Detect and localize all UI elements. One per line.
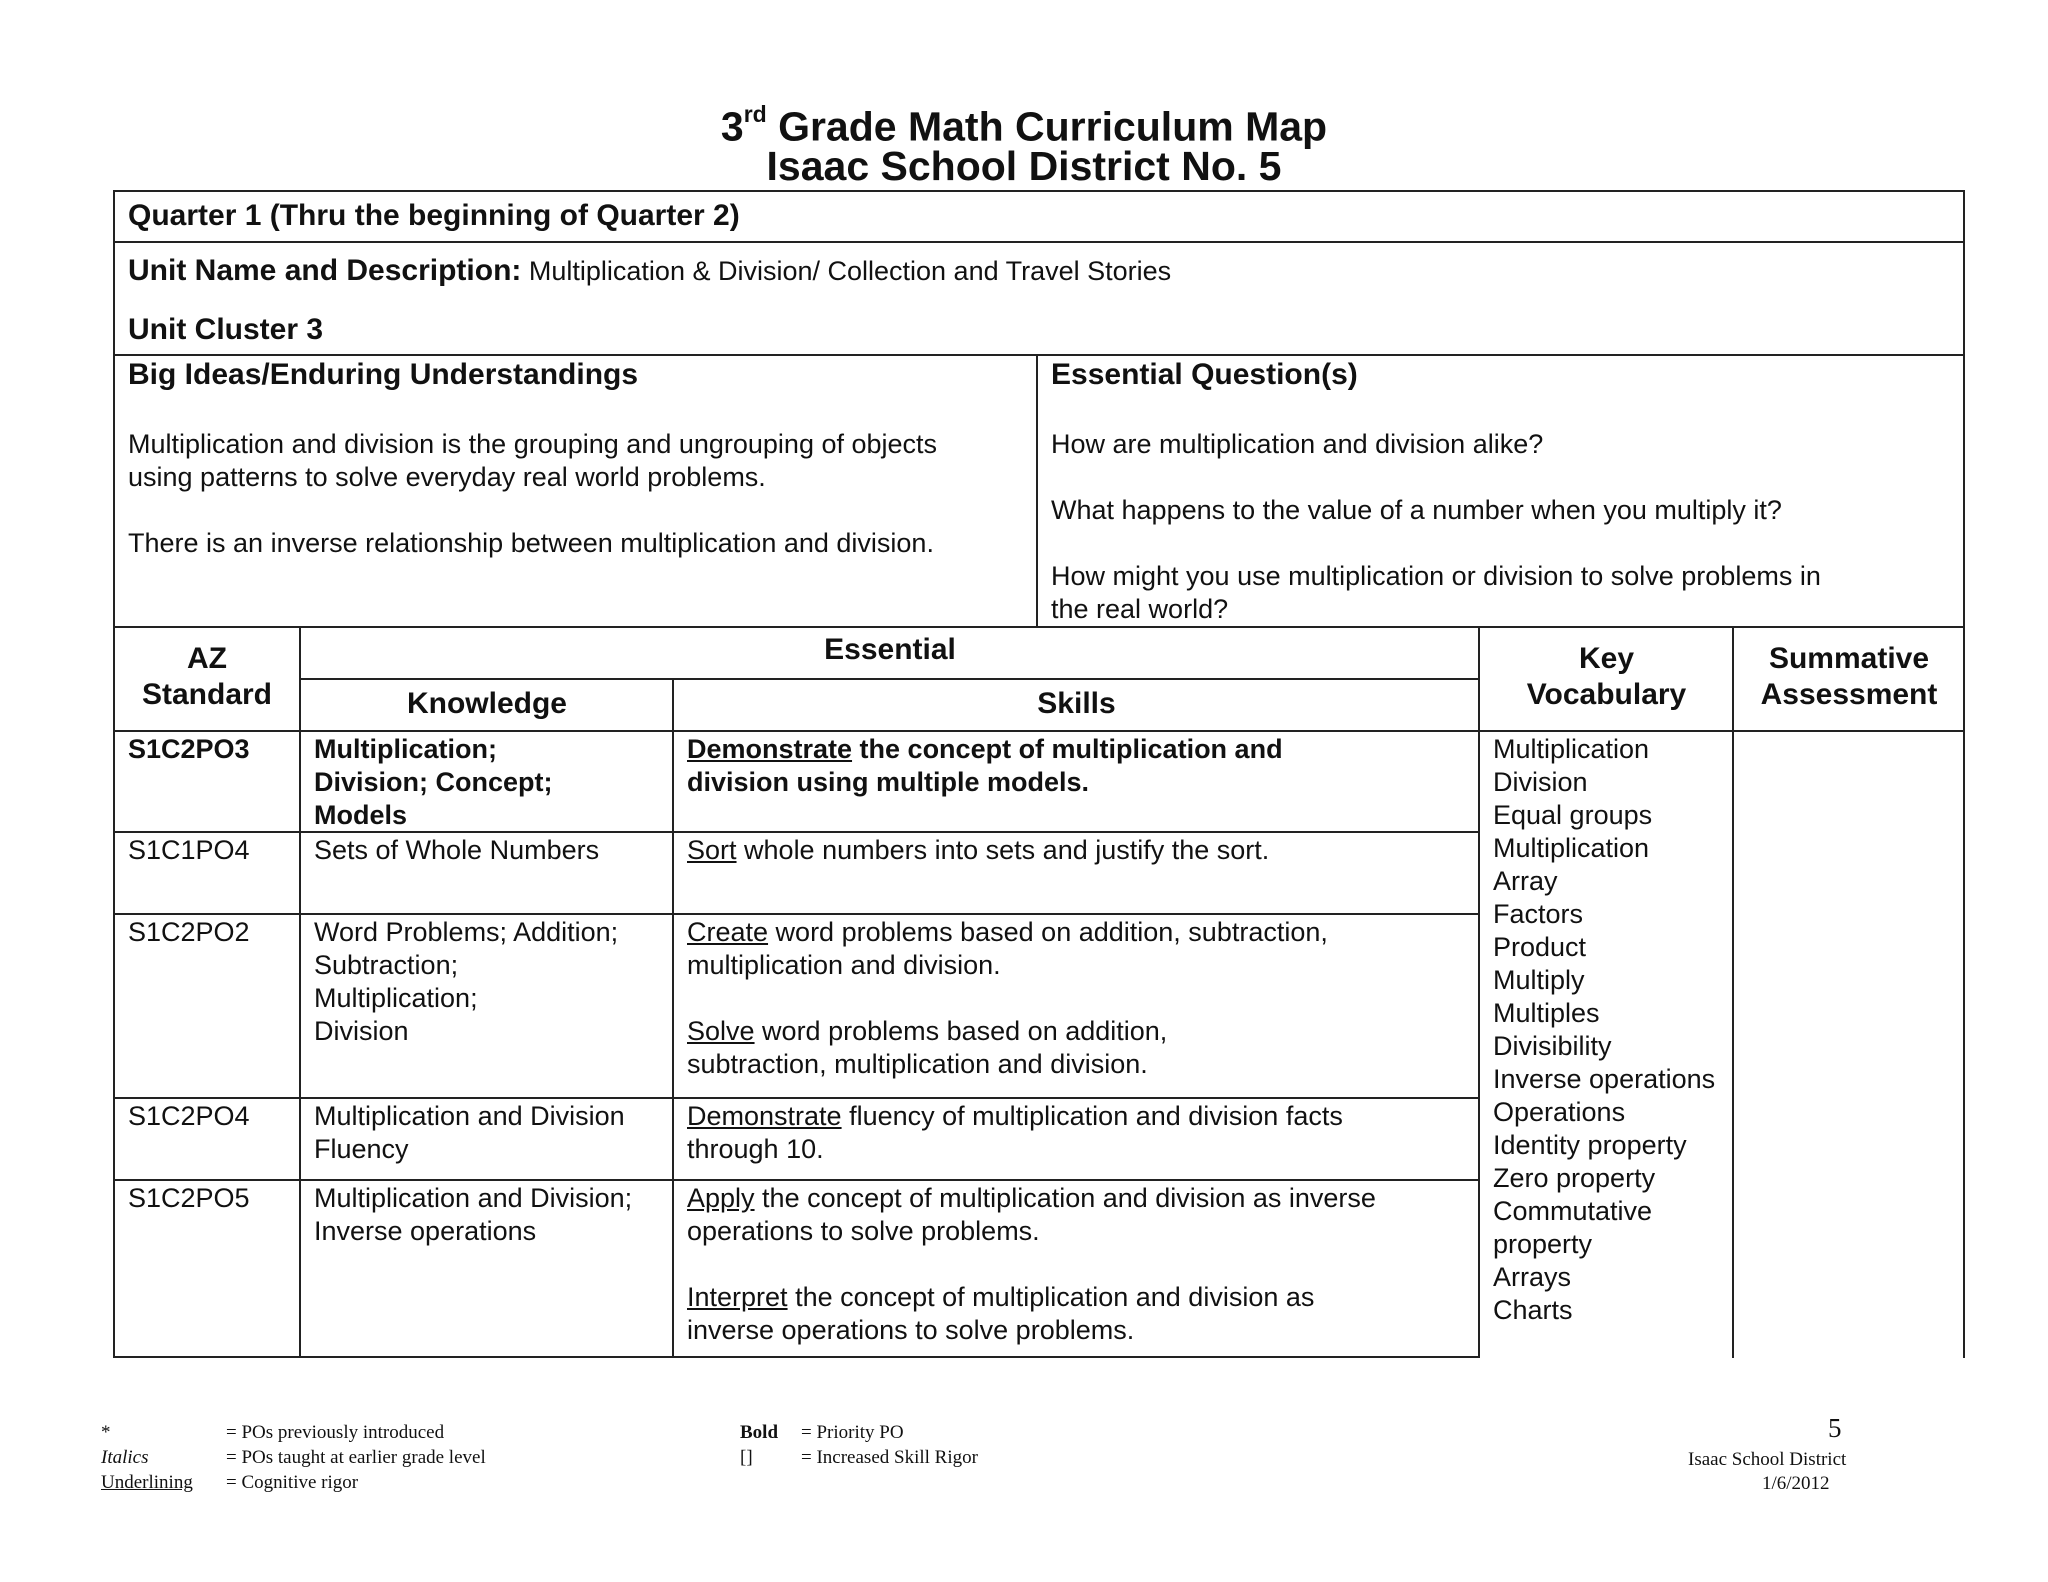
knowledge-cell: Models — [314, 800, 408, 830]
big-ideas-text: There is an inverse relationship between multiplication and division. — [128, 528, 934, 558]
legend-star: * — [101, 1422, 111, 1443]
big-ideas-text: Multiplication and division is the grouping and ungrouping of objects — [128, 429, 938, 459]
standard-code: S1C2PO5 — [128, 1183, 250, 1213]
skill-text: word problems based on addition, — [754, 1016, 1168, 1046]
page-number: 5 — [1828, 1413, 1842, 1443]
essential-subheader-divider — [300, 678, 1480, 680]
knowledge-cell: Word Problems; Addition; — [314, 917, 619, 947]
legend-italics: Italics — [101, 1447, 149, 1468]
vocabulary-item: property — [1493, 1229, 1593, 1259]
skill-cell — [687, 1015, 1167, 1048]
legend-bold-desc: = Priority PO — [801, 1422, 904, 1443]
knowledge-cell: Sets of Whole Numbers — [314, 835, 600, 865]
key-vocabulary-header: Vocabulary — [1526, 678, 1687, 711]
az-standard-header: AZ — [187, 642, 227, 675]
skill-text: fluency of multiplication and division facts — [841, 1101, 1343, 1131]
vocabulary-item: Multiply — [1493, 965, 1585, 995]
table-header-divider — [113, 730, 1965, 732]
knowledge-cell: Multiplication; — [314, 983, 478, 1013]
summative-assessment-header: Assessment — [1760, 678, 1938, 711]
district-title: Isaac School District No. 5 — [766, 143, 1282, 189]
column-divider — [1478, 626, 1480, 1358]
knowledge-cell: Division; Concept; — [314, 767, 553, 797]
skill-text: the concept of multiplication and division as — [787, 1282, 1315, 1312]
skill-text: division using multiple models. — [687, 767, 1090, 797]
legend-bold: Bold — [740, 1422, 779, 1443]
table-top-border — [113, 626, 1965, 628]
legend-underlining-desc: = Cognitive rigor — [226, 1472, 359, 1493]
column-divider — [672, 678, 674, 1358]
legend-italics-desc: = POs taught at earlier grade level — [226, 1447, 486, 1468]
row-divider — [113, 913, 1480, 915]
essential-question: How are multiplication and division alike? — [1051, 429, 1544, 459]
vocabulary-item: Multiplication — [1493, 833, 1650, 863]
vocabulary-item: Multiplication — [1493, 734, 1650, 764]
knowledge-cell: Multiplication; — [314, 734, 497, 764]
table-bottom-border — [113, 1356, 1480, 1358]
big-ideas-text: using patterns to solve everyday real world problems. — [128, 462, 766, 492]
skill-cell — [687, 916, 1328, 949]
row-divider — [113, 1179, 1480, 1181]
vocabulary-item: Multiples — [1493, 998, 1600, 1028]
essential-question: What happens to the value of a number when you multiply it? — [1051, 495, 1782, 525]
column-divider — [299, 626, 301, 1358]
table-left-border — [113, 626, 115, 1358]
summative-assessment-header: Summative — [1768, 642, 1930, 675]
standard-code: S1C2PO3 — [128, 734, 250, 764]
vocabulary-item: Equal groups — [1493, 800, 1653, 830]
vocabulary-item: Zero property — [1493, 1163, 1656, 1193]
standard-code: S1C2PO4 — [128, 1101, 250, 1131]
knowledge-cell: Inverse operations — [314, 1216, 537, 1246]
knowledge-cell: Fluency — [314, 1134, 409, 1164]
vocabulary-item: Charts — [1493, 1295, 1573, 1325]
knowledge-cell: Subtraction; — [314, 950, 459, 980]
knowledge-cell: Multiplication and Division — [314, 1101, 625, 1131]
quarter-label: Quarter 1 (Thru the beginning of Quarter 2) — [128, 199, 740, 232]
vocabulary-item: Divisibility — [1493, 1031, 1612, 1061]
skill-text: word problems based on addition, subtraction, — [768, 917, 1328, 947]
vocabulary-item: Inverse operations — [1493, 1064, 1716, 1094]
az-standard-header: Standard — [141, 678, 273, 711]
skill-text: multiplication and division. — [687, 950, 1001, 980]
column-divider — [1732, 626, 1734, 1358]
skill-verb: Sort — [687, 835, 737, 865]
skill-cell — [687, 1182, 1376, 1215]
unit-name-value: Multiplication & Division/ Collection and Travel Stories — [521, 256, 1172, 286]
legend-star-desc: = POs previously introduced — [226, 1422, 445, 1443]
vocabulary-item: Array — [1493, 866, 1558, 896]
legend-brackets-desc: = Increased Skill Rigor — [801, 1447, 978, 1468]
skill-cell — [687, 1100, 1343, 1133]
vocabulary-item: Factors — [1493, 899, 1584, 929]
essential-question: How might you use multiplication or division to solve problems in — [1051, 561, 1821, 591]
skill-verb: Create — [687, 917, 769, 947]
skill-text: whole numbers into sets and justify the sort. — [736, 835, 1270, 865]
row-divider — [113, 1097, 1480, 1099]
skill-text: the concept of multiplication and division as inverse — [754, 1183, 1376, 1213]
quarter-divider — [113, 241, 1965, 243]
skill-cell — [687, 834, 1269, 867]
legend-brackets: [] — [740, 1447, 753, 1468]
skill-text: the concept of multiplication and — [852, 734, 1283, 764]
footer-date: 1/6/2012 — [1762, 1473, 1830, 1494]
skill-text: through 10. — [687, 1134, 824, 1164]
skill-verb: Demonstrate — [687, 734, 853, 764]
skill-text: operations to solve problems. — [687, 1216, 1040, 1246]
unit-name — [128, 253, 1171, 289]
vocabulary-item: Operations — [1493, 1097, 1626, 1127]
skills-header: Skills — [1037, 687, 1116, 720]
document-title: 3rd Grade Math Curriculum Map — [720, 101, 1328, 150]
knowledge-cell: Multiplication and Division; — [314, 1183, 633, 1213]
skill-verb: Apply — [687, 1183, 755, 1213]
legend-underlining: Underlining — [101, 1472, 193, 1493]
vocabulary-item: Product — [1493, 932, 1587, 962]
knowledge-header: Knowledge — [406, 687, 567, 720]
essential-question: the real world? — [1051, 594, 1229, 624]
skill-verb: Interpret — [687, 1282, 788, 1312]
skill-verb: Demonstrate — [687, 1101, 842, 1131]
vocabulary-item: Division — [1493, 767, 1588, 797]
big-ideas-divider — [1036, 354, 1038, 628]
big-ideas-heading: Big Ideas/Enduring Understandings — [128, 358, 639, 391]
skill-text: subtraction, multiplication and division. — [687, 1049, 1148, 1079]
key-vocabulary-header: Key — [1578, 642, 1635, 675]
unit-divider — [113, 354, 1965, 356]
vocabulary-item: Commutative — [1493, 1196, 1653, 1226]
skill-cell — [687, 1281, 1314, 1314]
essential-questions-heading: Essential Question(s) — [1051, 358, 1358, 391]
skill-text: inverse operations to solve problems. — [687, 1315, 1135, 1345]
vocabulary-item: Arrays — [1493, 1262, 1572, 1292]
unit-name-label: Unit Name and Description: — [128, 254, 522, 287]
skill-cell — [687, 733, 1283, 766]
vocabulary-item: Identity property — [1493, 1130, 1687, 1160]
skill-verb: Solve — [687, 1016, 755, 1046]
knowledge-cell: Division — [314, 1016, 409, 1046]
unit-cluster: Unit Cluster 3 — [128, 313, 324, 346]
essential-header: Essential — [824, 633, 956, 666]
standard-code: S1C1PO4 — [128, 835, 250, 865]
footer-district: Isaac School District — [1688, 1449, 1847, 1470]
table-right-border — [1963, 626, 1965, 1358]
standard-code: S1C2PO2 — [128, 917, 250, 947]
